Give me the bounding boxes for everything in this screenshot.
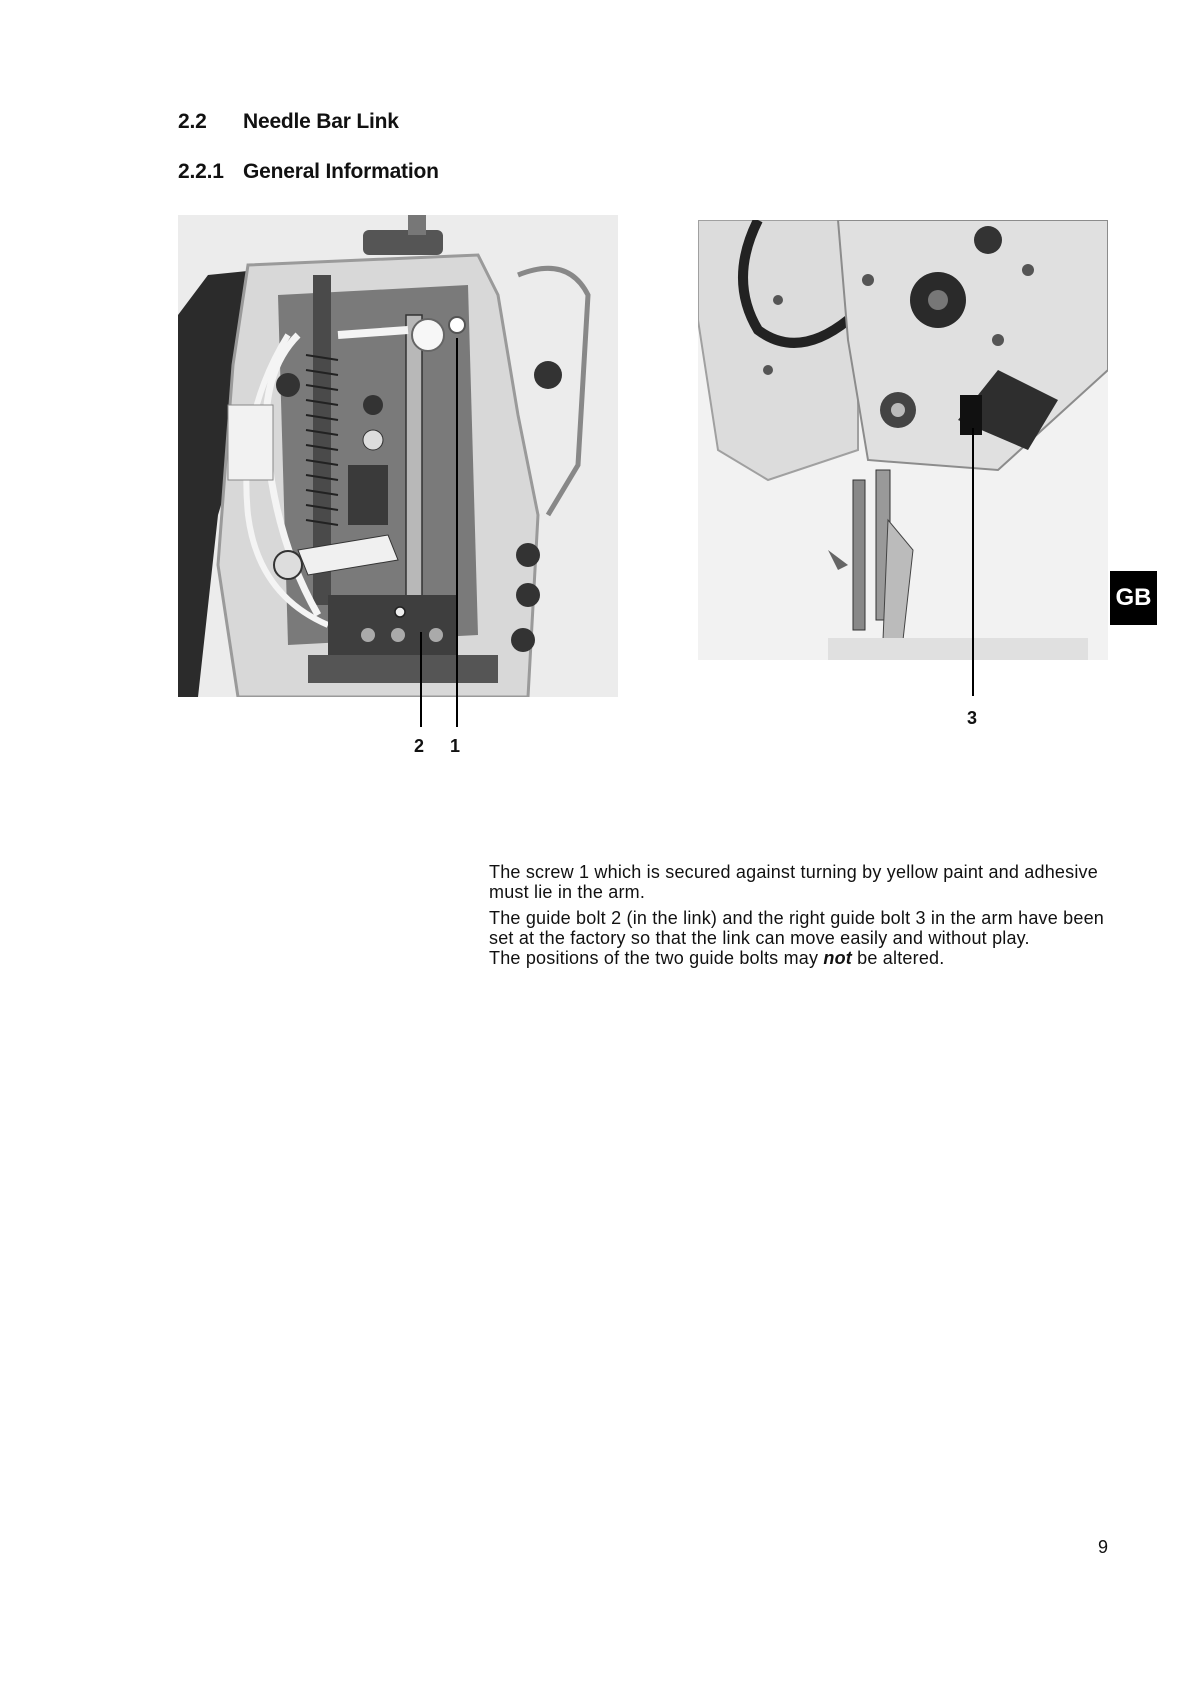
- guide-bolts-text: The guide bolt 2 (in the link) and the right guide bolt 3 in the arm have been set at the factory so that the link can move easily and without play.: [489, 908, 1104, 948]
- callout-label-3: 3: [967, 708, 978, 728]
- callout-line-2: [420, 632, 422, 727]
- emphasis-not: not: [823, 948, 852, 968]
- callout-label-1: 1: [450, 736, 461, 756]
- callout-label-2: 2: [414, 736, 425, 756]
- positions-text-end: be altered.: [851, 948, 945, 968]
- section-title: Needle Bar Link: [243, 110, 399, 133]
- paragraph-screw: The screw 1 which is secured against turning by yellow paint and adhesive must lie in the arm.: [489, 862, 1098, 902]
- page-number: 9: [1098, 1537, 1109, 1557]
- section-number: 2.2: [178, 110, 207, 133]
- section-heading: [178, 110, 399, 134]
- callout-line-1: [456, 338, 458, 727]
- subsection-title: General Information: [243, 160, 439, 183]
- subsection-heading: [178, 160, 439, 184]
- needle-bar-mechanism-photo: [178, 215, 618, 697]
- arm-head-photo: [698, 220, 1108, 660]
- paragraph-guide-bolts: [489, 908, 1109, 968]
- positions-text-start: The positions of the two guide bolts may: [489, 948, 824, 968]
- callout-line-3: [972, 428, 974, 696]
- language-tab: GB: [1110, 571, 1157, 625]
- subsection-number: 2.2.1: [178, 160, 224, 183]
- body-text: [489, 862, 1109, 968]
